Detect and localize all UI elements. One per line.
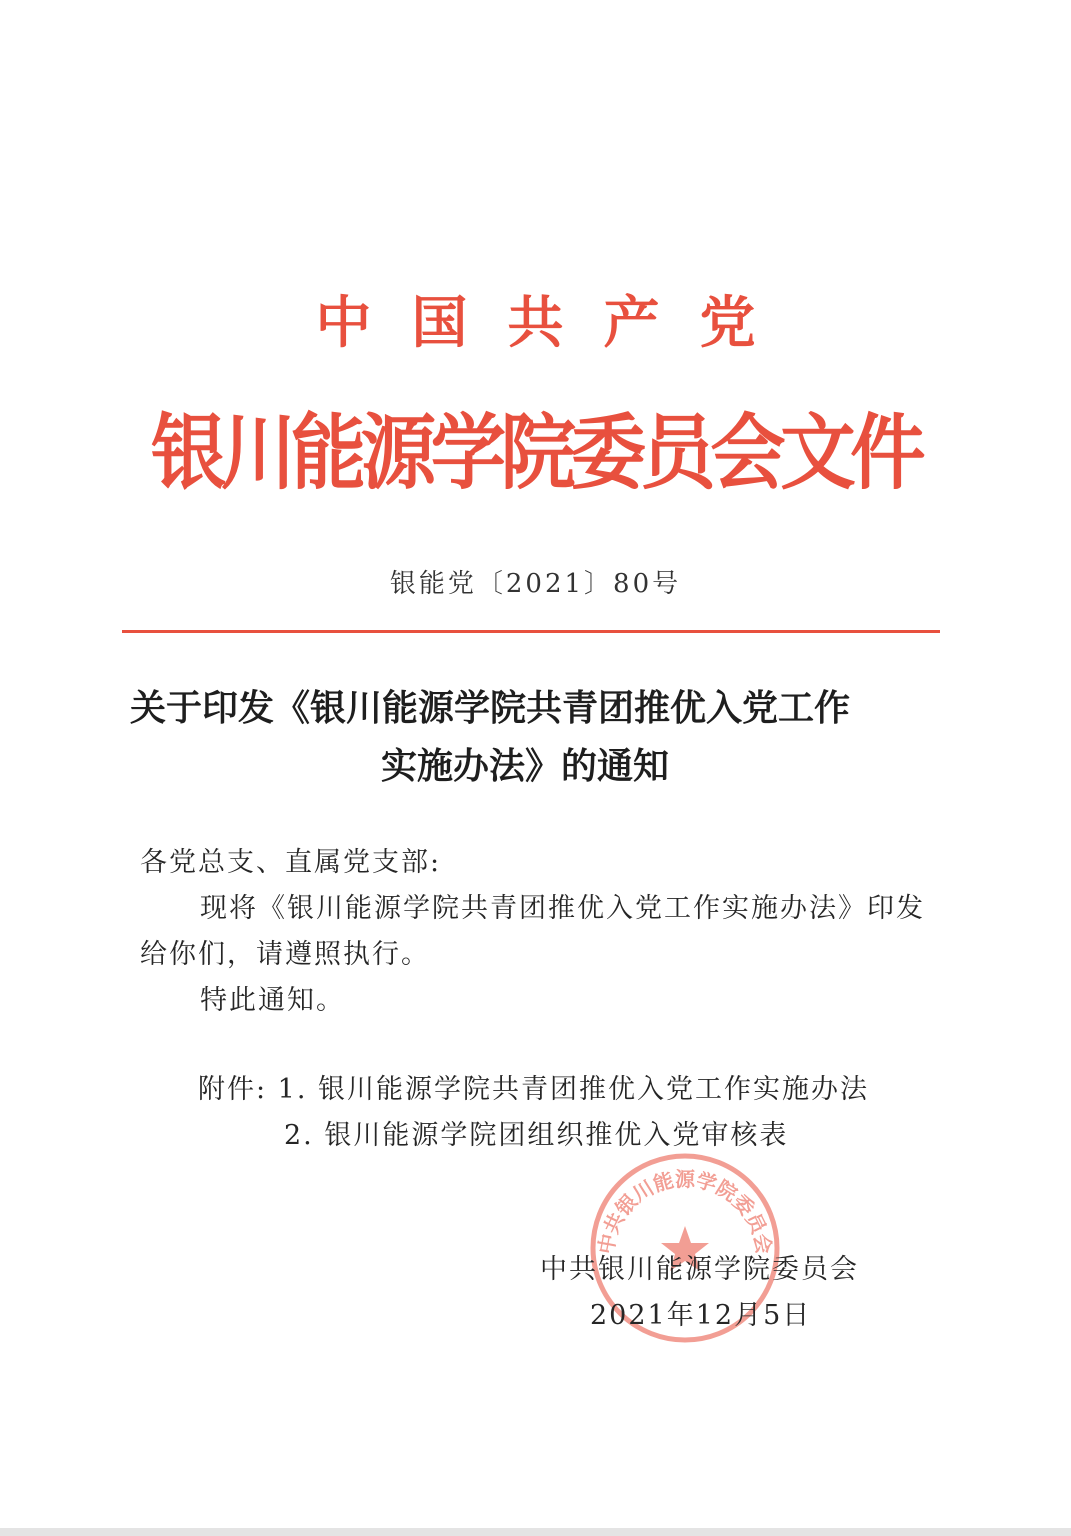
signature-organization: 中共银川能源学院委员会 — [540, 1254, 859, 1285]
attachment-item-1: 附件: 1. 银川能源学院共青团推优入党工作实施办法 — [198, 1074, 870, 1105]
header-document-title: 银川能源学院委员会文件 — [150, 406, 921, 501]
seal-text: 中共银川能源学院委员会 — [593, 1167, 777, 1256]
red-divider — [122, 630, 940, 633]
notice-title-line2: 实施办法》的通知 — [380, 746, 669, 787]
notice-title — [130, 680, 950, 796]
salutation: 各党总支、直属党支部: — [140, 847, 442, 878]
header-org-name: 中国共产党 — [315, 291, 796, 356]
document-number: 银能党〔2021〕80号 — [389, 569, 682, 599]
attachment-item-2: 2. 银川能源学院团组织推优入党审核表 — [284, 1120, 789, 1151]
signature-date: 2021年12月5日 — [590, 1300, 812, 1331]
notice-title-line1: 关于印发《银川能源学院共青团推优入党工作 — [130, 688, 851, 729]
closing-line: 特此通知。 — [200, 985, 345, 1016]
body-paragraph: 现将《银川能源学院共青团推优入党工作实施办法》印发给你们，请遵照执行。 — [140, 893, 925, 970]
scan-edge — [0, 1528, 1071, 1536]
